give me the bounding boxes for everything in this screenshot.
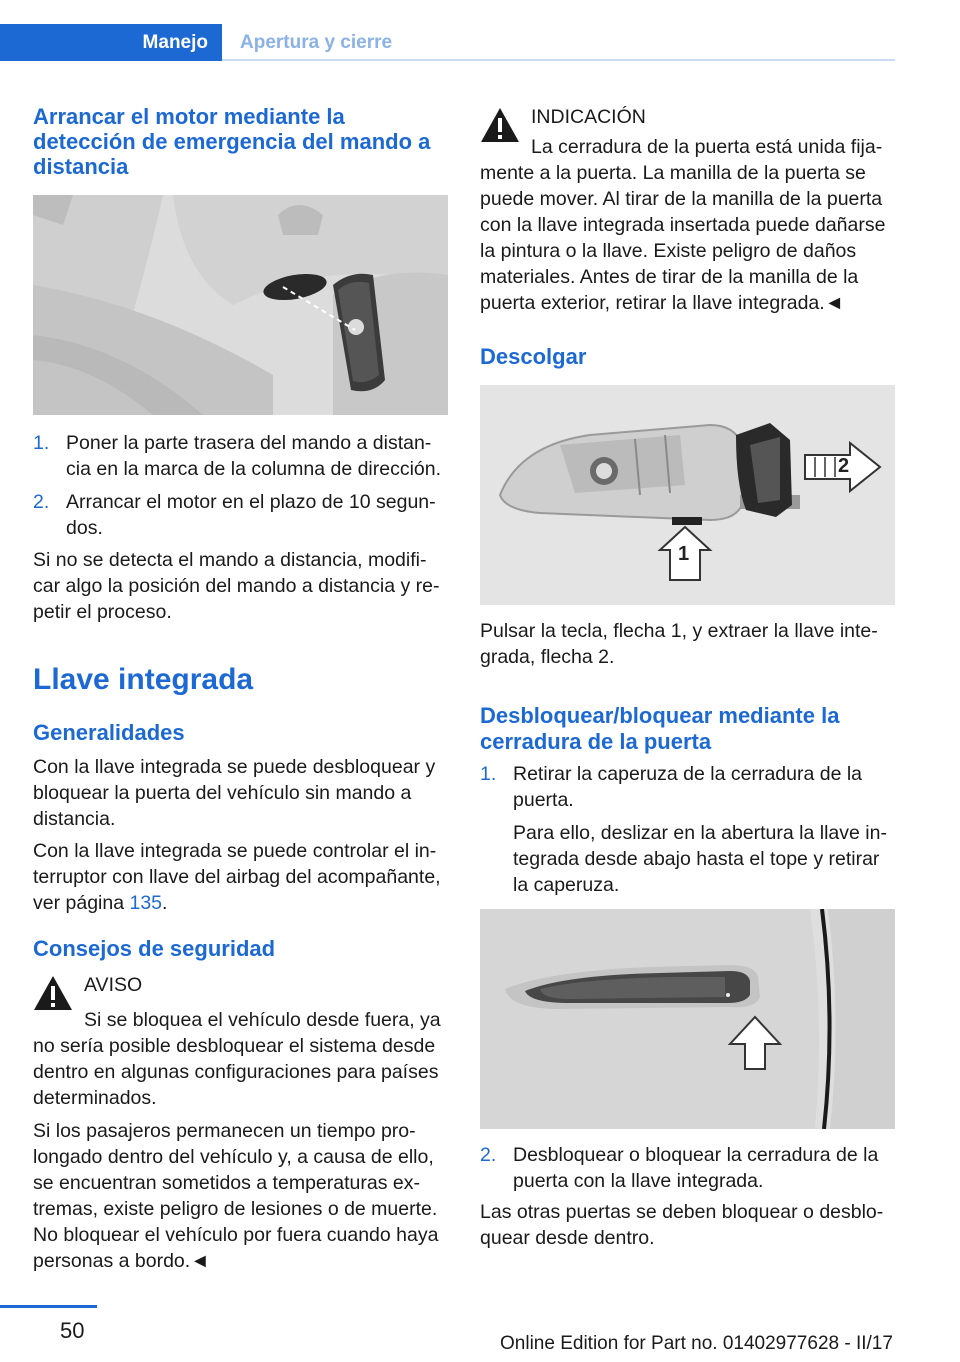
aviso-text: [33, 1007, 448, 1111]
paragraph-gen1: Con la llave integrada se puede desbloquear y bloquear la puerta del vehículo sin mando a distancia.: [33, 756, 436, 830]
paragraph-gen2-end: .: [162, 892, 168, 914]
steering-column-illustration: [33, 195, 448, 415]
aviso-text-2: Si los pasajeros permanecen un tiempo pro‐ longado dentro del vehículo y, a causa de ello, se encuentran sometidos a temperaturas ex‐ tremas, existe peligro de lesiones o de muerte. No bloquear el vehículo por fuera cuando haya personas a bordo.◄: [33, 1120, 439, 1272]
step1-subtext: Para ello, deslizar en la abertura la llave in‐ tegrada desde abajo hasta el tope y retirar la caperuza.: [513, 822, 887, 896]
indicacion-text-body: La cerradura de la puerta está unida fija‐ mente a la puerta. La manilla de la puerta se puede mover. Al tirar de la manilla de la puerta con la llave integrada insertada puede dañarse la pintura o la llave. Existe peligro de daños materiales. Antes de tirar de la manilla de la puerta exterior, retirar la llave integrada.◄: [480, 136, 886, 314]
arrow-label-1: 1: [678, 543, 690, 565]
footer-rule: [0, 1305, 97, 1308]
heading-desbloquear-cerradura: Desbloquear/bloquear mediante la cerradura de la puerta: [480, 703, 840, 754]
list-number: 2.: [33, 491, 50, 513]
aviso-title: AVISO: [84, 974, 143, 996]
list-number: 2.: [480, 1144, 497, 1166]
aviso-text-1: Si se bloquea el vehículo desde fuera, ya no sería posible desbloquear el sistema desde dentro en algunas configuraciones para países determinados.: [33, 1009, 441, 1109]
paragraph-otras-puertas: Las otras puertas se deben bloquear o desblo‐ quear desde dentro.: [480, 1201, 884, 1249]
door-handle-image: [480, 909, 895, 1129]
list-text: [513, 761, 895, 898]
aviso-block: [33, 1007, 448, 1274]
indicacion-text: [480, 134, 895, 316]
heading-arrancar-emergencia: Arrancar el motor mediante la detección de emergencia del mando a distancia: [33, 104, 431, 179]
list-text: Desbloquear o bloquear la cerradura de la puerta con la llave integrada.: [513, 1144, 879, 1192]
heading-descolgar: Descolgar: [480, 344, 587, 369]
door-handle-illustration: [480, 909, 895, 1129]
paragraph-pulsar: Pulsar la tecla, flecha 1, y extraer la llave inte‐ grada, flecha 2.: [480, 620, 878, 668]
paragraph-no-detecta: Si no se detecta el mando a distancia, modifi‐ car algo la posición del mando a distancia y re‐ petir el proceso.: [33, 549, 440, 623]
list-text: Poner la parte trasera del mando a distan‐ cia en la marca de la columna de dirección.: [66, 432, 442, 480]
heading-consejos-seguridad: Consejos de seguridad: [33, 936, 276, 961]
paragraph-gen2-text: Con la llave integrada se puede controlar el in‐ terruptor con llave del airbag del acompañante, ver página: [33, 840, 441, 914]
heading-generalidades: Generalidades: [33, 720, 185, 745]
page-135-link[interactable]: 135: [129, 892, 163, 914]
paragraph-gen2: [33, 838, 448, 916]
tab-manejo-label: Manejo: [142, 32, 208, 53]
step1-text: Retirar la caperuza de la cerradura de la puerta.: [513, 763, 863, 811]
list-number: 1.: [480, 763, 497, 785]
key-extract-image: [480, 385, 895, 605]
page-number: 50: [60, 1318, 85, 1343]
header-rule: [222, 59, 895, 61]
steering-column-key-image: [33, 195, 448, 415]
list-text: Arrancar el motor en el plazo de 10 segun‐ dos.: [66, 491, 436, 539]
list-item: [480, 1142, 895, 1194]
tab-apertura-y-cierre[interactable]: Apertura y cierre: [240, 32, 393, 53]
key-extract-illustration: [480, 385, 895, 605]
edition-text: Online Edition for Part no. 01402977628 - II/17: [500, 1333, 893, 1354]
list-item: [33, 489, 448, 541]
warning-icon: [33, 975, 73, 1011]
list-item: [480, 761, 895, 896]
list-item: [33, 430, 448, 482]
indicacion-title: INDICACIÓN: [531, 106, 646, 128]
list-number: 1.: [33, 432, 50, 454]
header-tabbar: [0, 24, 895, 62]
heading-llave-integrada: Llave integrada: [33, 663, 254, 696]
tab-manejo[interactable]: [0, 24, 222, 61]
arrow-label-2: 2: [838, 455, 850, 477]
